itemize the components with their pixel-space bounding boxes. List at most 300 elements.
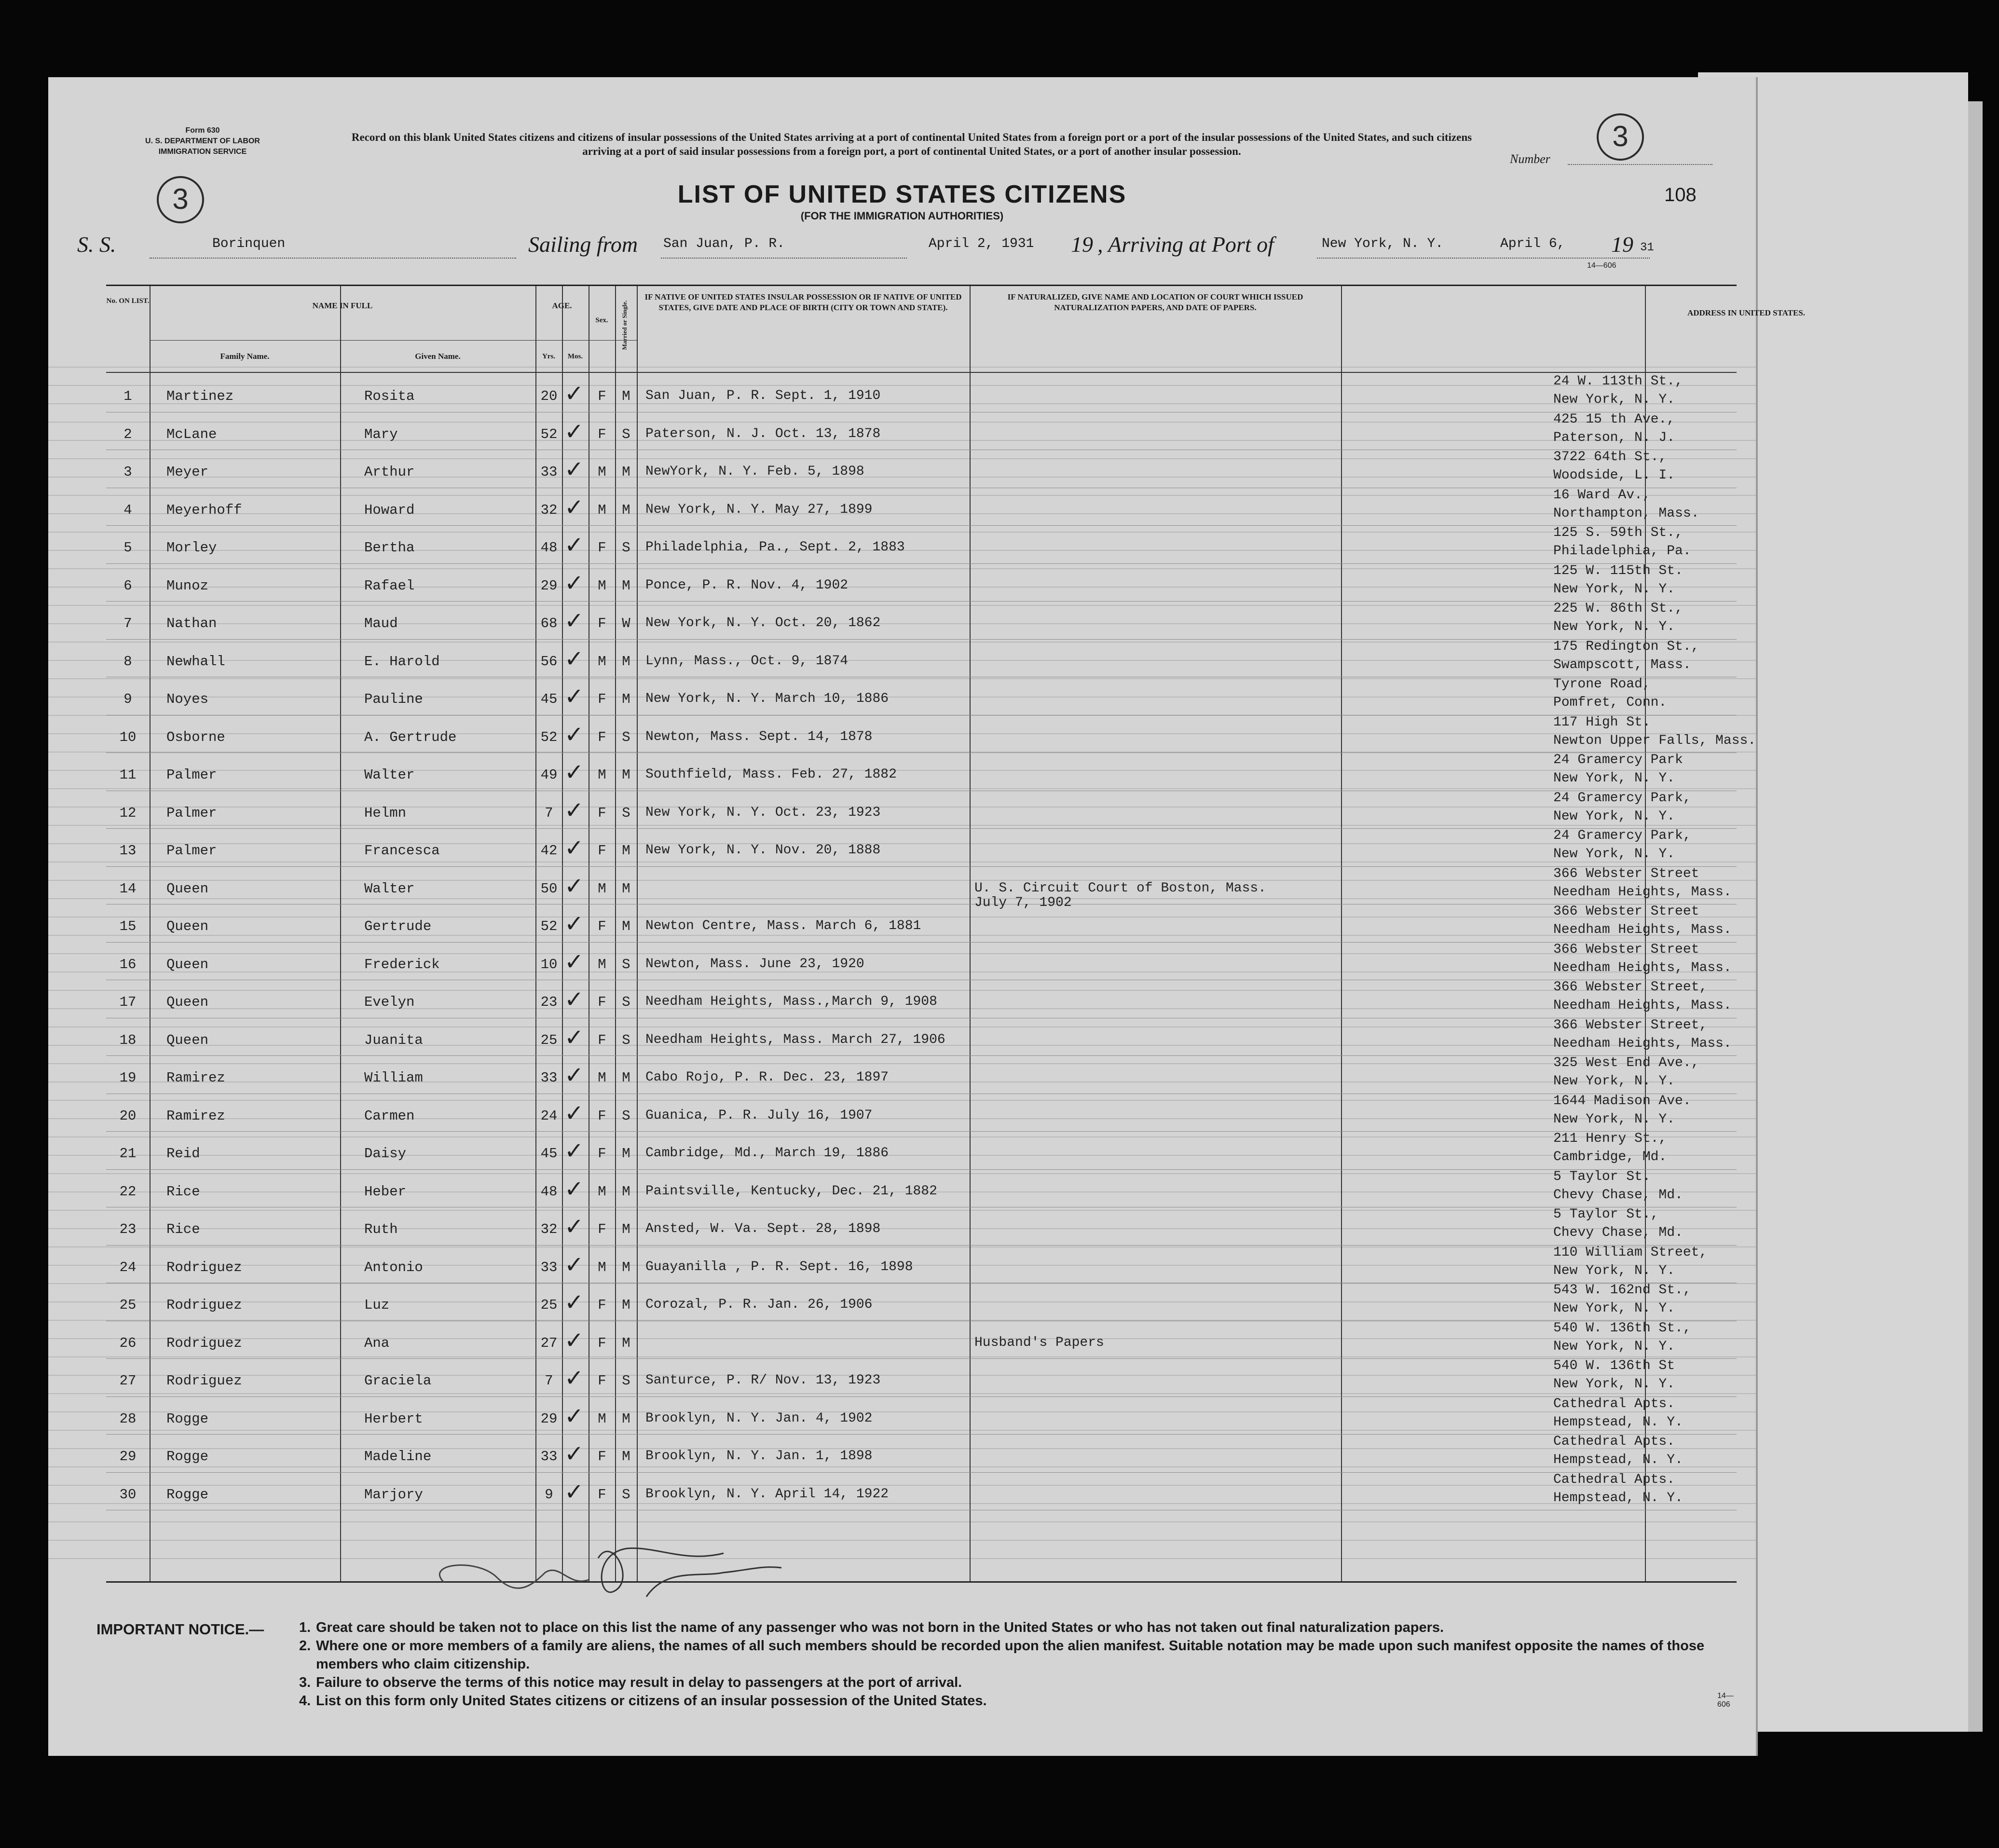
marital-status: M [622,843,630,859]
address-line-2: Hempstead, N. Y. [1553,1414,1683,1430]
page-title: LIST OF UNITED STATES CITIZENS [677,180,1127,208]
sex: F [598,616,606,631]
address-line-1: 543 W. 162nd St., [1553,1283,1691,1298]
check-mark-icon: ✓ [564,1289,584,1316]
family-name: Reid [166,1146,200,1162]
row-number: 12 [119,805,137,821]
age-years: 29 [540,577,558,594]
family-name: Rodriguez [166,1259,242,1275]
col-birth: IF NATIVE OF UNITED STATES INSULAR POSSESSION OR IF NATIVE OF UNITED STATES, GIVE DATE AND PLACE OF BIRTH (CITY OR TOWN AND STATE). [644,292,962,312]
given-name: Antonio [364,1259,423,1275]
family-name: Palmer [166,805,217,821]
sex: F [598,994,606,1010]
birth-place-date: Cambridge, Md., March 19, 1886 [645,1146,889,1161]
given-name: Bertha [364,540,415,556]
address-line-1: Cathedral Apts. [1553,1434,1675,1449]
birth-place-date: Cabo Rojo, P. R. Dec. 23, 1897 [645,1070,889,1085]
row-number: 14 [119,880,137,897]
sex: M [598,1410,606,1427]
row-number: 7 [123,616,132,631]
naturalization-court: Husband's Papers [974,1335,1104,1350]
check-mark-icon: ✓ [564,607,584,634]
row-number: 21 [119,1146,137,1162]
address-line-1: 225 W. 86th St., [1553,601,1683,616]
table-row-divider [106,601,1737,602]
row-number: 20 [119,1108,137,1124]
check-mark-icon: ✓ [564,1327,584,1354]
row-number: 3 [123,464,132,480]
family-name: Ramirez [166,1070,225,1086]
check-mark-icon: ✓ [564,1137,584,1164]
table-row-divider [106,1472,1737,1473]
birth-place-date: Brooklyn, N. Y. April 14, 1922 [645,1486,889,1502]
naturalization-date: July 7, 1902 [974,895,1072,910]
family-name: Morley [166,540,217,556]
birth-place-date: Paterson, N. J. Oct. 13, 1878 [645,426,881,441]
address-line-1: 24 Gramercy Park [1553,753,1683,767]
birth-place-date: New York, N. Y. Oct. 20, 1862 [645,616,881,630]
address-line-2: New York, N. Y. [1553,1111,1675,1127]
col-sex: Sex. [595,316,608,324]
family-name: Meyerhoff [166,502,242,518]
row-number: 26 [119,1335,137,1351]
sex: F [598,691,606,707]
family-name: Palmer [166,843,217,859]
check-mark-icon: ✓ [564,721,584,748]
address-line-1: 110 William Street, [1553,1245,1708,1260]
ship-line [150,257,516,259]
col-age: AGE. [552,301,572,310]
address-line-2: Newton Upper Falls, Mass. [1553,733,1756,748]
table-row-divider [106,563,1737,564]
family-name: Martinez [166,388,234,404]
given-name: Madeline [364,1449,432,1465]
given-name: Ruth [364,1221,398,1237]
given-name: Graciela [364,1373,432,1389]
address-line-1: Cathedral Apts. [1553,1472,1675,1487]
given-name: Ana [364,1335,390,1351]
given-name: Luz [364,1297,390,1313]
birth-place-date: Brooklyn, N. Y. Jan. 4, 1902 [645,1410,873,1426]
col-mos: Mos. [567,353,583,360]
check-mark-icon: ✓ [564,910,584,937]
table-row-divider [106,866,1737,867]
birth-place-date: San Juan, P. R. Sept. 1, 1910 [645,388,881,403]
birth-place-date: New York, N. Y. May 27, 1899 [645,502,873,517]
address-line-1: Tyrone Road, [1553,677,1651,692]
age-years: 52 [540,729,558,745]
address-line-2: Woodside, L. I. [1553,468,1675,483]
check-mark-icon: ✓ [564,948,584,975]
age-years: 7 [545,1373,553,1389]
birth-place-date: Brooklyn, N. Y. Jan. 1, 1898 [645,1449,873,1464]
sex: M [598,1070,606,1086]
naturalization-court: U. S. Circuit Court of Boston, Mass. [974,880,1266,896]
address-line-1: 5 Taylor St., [1553,1207,1659,1222]
col-married: Married or Single. [621,300,628,350]
family-name: Palmer [166,767,217,783]
marital-status: M [622,653,630,670]
row-number: 19 [119,1070,137,1086]
address-line-1: 540 W. 136th St., [1553,1320,1691,1336]
birth-place-date: Corozal, P. R. Jan. 26, 1906 [645,1297,873,1312]
given-name: William [364,1070,423,1086]
marital-status: S [622,729,630,745]
marital-status: S [622,1108,630,1124]
birth-place-date: Newton Centre, Mass. March 6, 1881 [645,918,921,933]
check-mark-icon: ✓ [564,493,584,521]
birth-place-date: New York, N. Y. March 10, 1886 [645,691,889,706]
age-years: 24 [540,1108,558,1124]
age-years: 45 [540,1146,558,1162]
given-name: Maud [364,616,398,631]
given-name: Howard [364,502,415,518]
address-line-1: 366 Webster Street [1553,866,1699,881]
row-number: 2 [123,426,132,442]
sex: M [598,1183,606,1200]
row-number: 22 [119,1183,137,1200]
sex: F [598,1221,606,1237]
row-number: 10 [119,729,137,745]
table-row-divider [106,639,1737,640]
marital-status: M [622,1410,630,1427]
age-years: 49 [540,767,558,783]
sex: M [598,502,606,518]
sex: F [598,1335,606,1351]
table-row-divider [106,1169,1737,1170]
address-line-2: New York, N. Y. [1553,581,1675,597]
address-line-1: 366 Webster Street, [1553,1017,1708,1033]
row-number: 30 [119,1486,137,1503]
ss-label: S. S. [77,232,116,257]
number-line [1568,163,1712,165]
code-top: 14—606 [1587,261,1616,270]
address-line-1: 540 W. 136th St [1553,1358,1675,1373]
row-number: 25 [119,1297,137,1313]
age-years: 9 [545,1486,553,1503]
address-line-2: New York, N. Y. [1553,771,1675,786]
birth-place-date: Ponce, P. R. Nov. 4, 1902 [645,577,849,593]
address-line-2: New York, N. Y. [1553,1377,1675,1392]
check-mark-icon: ✓ [564,796,584,824]
address-line-1: 16 Ward Av., [1553,487,1651,503]
given-name: Francesca [364,843,440,859]
address-line-1: 425 15 th Ave., [1553,411,1675,427]
manifest-page [48,77,1806,1756]
marital-status: S [622,805,630,821]
address-line-2: Needham Heights, Mass. [1553,922,1732,937]
given-name: Daisy [364,1146,407,1162]
birth-place-date: Needham Heights, Mass.,March 9, 1908 [645,994,937,1009]
family-name: Rodriguez [166,1373,242,1389]
family-name: Rogge [166,1410,209,1427]
table-row-divider [106,1434,1737,1435]
given-name: Herbert [364,1410,423,1427]
marital-status: M [622,1070,630,1086]
address-line-2: New York, N. Y. [1553,1074,1675,1089]
family-name: Rogge [166,1486,209,1503]
col-name: NAME IN FULL [312,301,373,310]
address-line-2: Hempstead, N. Y. [1553,1452,1683,1467]
given-name: A. Gertrude [364,729,457,745]
birth-place-date: New York, N. Y. Nov. 20, 1888 [645,843,881,858]
age-years: 32 [540,502,558,518]
marital-status: S [622,1373,630,1389]
address-line-1: 366 Webster Street [1553,942,1699,957]
sex: M [598,653,606,670]
sailing-from: San Juan, P. R. [663,236,785,251]
marital-status: S [622,540,630,556]
address-line-2: New York, N. Y. [1553,1301,1675,1316]
service: IMMIGRATION SERVICE [158,148,247,156]
family-name: Noyes [166,691,209,707]
notice-item-number: 4. [299,1693,311,1709]
check-mark-icon: ✓ [564,986,584,1013]
address-line-1: 175 Redington St., [1553,639,1699,654]
notice-lead: IMPORTANT NOTICE.— [96,1621,264,1638]
marital-status: M [622,1449,630,1465]
sex: M [598,577,606,594]
marital-status: S [622,994,630,1010]
given-name: Pauline [364,691,423,707]
marital-status: M [622,767,630,783]
check-mark-icon: ✓ [564,1365,584,1392]
birth-place-date: Philadelphia, Pa., Sept. 2, 1883 [645,540,905,555]
marital-status: S [622,956,630,972]
arrival-year-prefix: 19 [1611,232,1633,257]
family-name: Rodriguez [166,1297,242,1313]
row-number: 5 [123,540,132,556]
family-name: Munoz [166,577,209,594]
arriving-label: , Arriving at Port of [1097,232,1274,257]
family-name: Rice [166,1183,200,1200]
address-line-1: 125 W. 115th St. [1553,563,1683,578]
check-mark-icon: ✓ [564,1062,584,1089]
check-mark-icon: ✓ [564,380,584,407]
address-line-2: Chevy Chase, Md. [1553,1187,1683,1203]
arrival-year: 31 [1640,241,1654,254]
address-line-1: 125 S. 59th St., [1553,525,1683,540]
row-number: 16 [119,956,137,972]
age-years: 68 [540,616,558,631]
check-mark-icon: ✓ [564,683,584,710]
age-years: 23 [540,994,558,1010]
birth-place-date: Guanica, P. R. July 16, 1907 [645,1108,873,1123]
table-row-divider [106,1245,1737,1246]
row-number: 9 [123,691,132,707]
address-line-2: Cambridge, Md. [1553,1150,1667,1164]
given-name: Heber [364,1183,407,1200]
marital-status: M [622,1221,630,1237]
age-years: 33 [540,1449,558,1465]
birth-place-date: Needham Heights, Mass. March 27, 1906 [645,1032,945,1047]
check-mark-icon: ✓ [564,835,584,862]
circled-number-left: 3 [157,176,204,223]
sex: F [598,1297,606,1313]
check-mark-icon: ✓ [564,456,584,483]
row-number: 28 [119,1410,137,1427]
check-mark-icon: ✓ [564,1251,584,1278]
family-name: Rogge [166,1449,209,1465]
family-name: Queen [166,1032,209,1048]
family-name: McLane [166,426,217,442]
birth-place-date: Newton, Mass. June 23, 1920 [645,956,864,972]
sex: M [598,1259,606,1275]
sex: F [598,1486,606,1503]
table-row-divider [106,942,1737,943]
given-name: Rafael [364,577,415,594]
check-mark-icon: ✓ [564,569,584,597]
given-name: Walter [364,767,415,783]
marital-status: S [622,1032,630,1048]
age-years: 48 [540,540,558,556]
address-line-1: 117 High St. [1553,714,1651,730]
sex: F [598,426,606,442]
row-number: 13 [119,843,137,859]
given-name: Gertrude [364,918,432,934]
sex: F [598,805,606,821]
row-number: 27 [119,1373,137,1389]
marital-status: S [622,426,630,442]
address-line-1: 1644 Madison Ave. [1553,1093,1691,1109]
address-line-2: New York, N. Y. [1553,619,1675,634]
sex: M [598,956,606,972]
family-name: Osborne [166,729,225,745]
family-name: Rodriguez [166,1335,242,1351]
given-name: Frederick [364,956,440,972]
notice-item-2: Where one or more members of a family are aliens, the names of all such members should be recorded upon the alien manifest. Suitable notation may be made upon such manifest opposite the names of those members who claim citizenship. [316,1638,1705,1672]
birth-place-date: Southfield, Mass. Feb. 27, 1882 [645,767,897,782]
address-line-2: Chevy Chase, Md. [1553,1225,1683,1240]
row-number: 17 [119,994,137,1010]
citizens-table [106,285,1806,1583]
address-line-2: Hempstead, N. Y. [1553,1490,1683,1506]
address-line-1: 325 West End Ave., [1553,1055,1699,1070]
number-label: Number [1510,152,1550,166]
birth-place-date: New York, N. Y. Oct. 23, 1923 [645,805,881,820]
address-line-1: 211 Henry St., [1553,1131,1667,1146]
sailing-date: April 2, 1931 [929,236,1034,251]
given-name: Arthur [364,464,415,480]
check-mark-icon: ✓ [564,1440,584,1467]
age-years: 50 [540,880,558,897]
given-name: Evelyn [364,994,415,1010]
family-name: Queen [166,994,209,1010]
age-years: 29 [540,1410,558,1427]
sailing-line [77,232,1717,270]
marital-status: M [622,1297,630,1313]
address-line-1: 24 Gramercy Park, [1553,790,1691,806]
table-row-divider [106,1396,1737,1397]
sex: F [598,1108,606,1124]
check-mark-icon: ✓ [564,1175,584,1203]
check-mark-icon: ✓ [564,1099,584,1127]
marital-status: W [622,616,630,631]
notice-item-number: 3. [299,1675,311,1690]
address-line-1: 24 W. 113th St., [1553,374,1683,389]
col-address: ADDRESS IN UNITED STATES. [1687,308,1806,317]
sex: F [598,540,606,556]
birth-place-date: Santurce, P. R/ Nov. 13, 1923 [645,1373,881,1388]
address-line-1: 5 Taylor St. [1553,1169,1651,1184]
age-years: 56 [540,653,558,670]
family-name: Ramirez [166,1108,225,1124]
ship-name: Borinquen [212,236,286,251]
age-years: 7 [545,805,553,821]
birth-place-date: Lynn, Mass., Oct. 9, 1874 [645,653,849,669]
address-line-2: New York, N. Y. [1553,1339,1675,1354]
sex: F [598,1032,606,1048]
notice-item-3: Failure to observe the terms of this notice may result in delay to passengers at the port of arrival. [316,1675,962,1690]
address-line-2: Needham Heights, Mass. [1553,1036,1732,1051]
sex: M [598,464,606,480]
birth-place-date: Ansted, W. Va. Sept. 28, 1898 [645,1221,881,1236]
check-mark-icon: ✓ [564,645,584,672]
sex: F [598,388,606,404]
marital-status: M [622,880,630,897]
birth-place-date: Newton, Mass. Sept. 14, 1878 [645,729,873,744]
marital-status: M [622,1146,630,1162]
sex: F [598,918,606,934]
sex: F [598,1449,606,1465]
notice-item-number: 2. [299,1638,311,1654]
notice-item-number: 1. [299,1620,311,1635]
row-number: 8 [123,653,132,670]
inspector-signature [386,1524,868,1611]
year-prefix: 19 [1071,232,1093,257]
marital-status: S [622,1486,630,1503]
circled-number-stamp: 3 [1597,113,1644,161]
sex: F [598,843,606,859]
row-number: 11 [119,767,137,783]
page-number: 108 [1664,184,1697,205]
check-mark-icon: ✓ [564,1213,584,1240]
table-row-divider [106,828,1737,829]
check-mark-icon: ✓ [564,1478,584,1506]
given-name: Walter [364,880,415,897]
address-line-2: Needham Heights, Mass. [1553,960,1732,975]
sailing-from-label: Sailing from [528,232,638,257]
family-name: Meyer [166,464,209,480]
marital-status: M [622,464,630,480]
from-line [661,257,907,259]
address-line-2: New York, N. Y. [1553,847,1675,862]
form-instructions: Record on this blank United States citizens and citizens of insular possessions of the United States arriving at a port of continental United States from a foreign port or a port of the insular possessions of the United States, and such citizens arriving at a port of said insular possessions from a foreign port, a port of continental United States, or a port of another insular possession. [351,131,1472,157]
address-line-1: 366 Webster Street, [1553,980,1708,995]
marital-status: M [622,691,630,707]
check-mark-icon: ✓ [564,532,584,559]
address-line-2: New York, N. Y. [1553,808,1675,824]
page-subtitle: (FOR THE IMMIGRATION AUTHORITIES) [800,210,1004,222]
row-number: 18 [119,1032,137,1048]
table-row-divider [106,1055,1737,1056]
address-line-1: 3722 64th St., [1553,450,1667,465]
department: U. S. DEPARTMENT OF LABOR [145,137,260,145]
row-number: 29 [119,1449,137,1465]
sex: M [598,767,606,783]
given-name: Carmen [364,1108,415,1124]
given-name: Juanita [364,1032,423,1048]
table-row-divider [106,525,1737,526]
marital-status: M [622,577,630,594]
row-number: 1 [123,388,132,404]
age-years: 52 [540,426,558,442]
row-number: 15 [119,918,137,934]
age-years: 25 [540,1032,558,1048]
age-years: 27 [540,1335,558,1351]
address-line-1: 366 Webster Street [1553,904,1699,919]
family-name: Nathan [166,616,217,631]
